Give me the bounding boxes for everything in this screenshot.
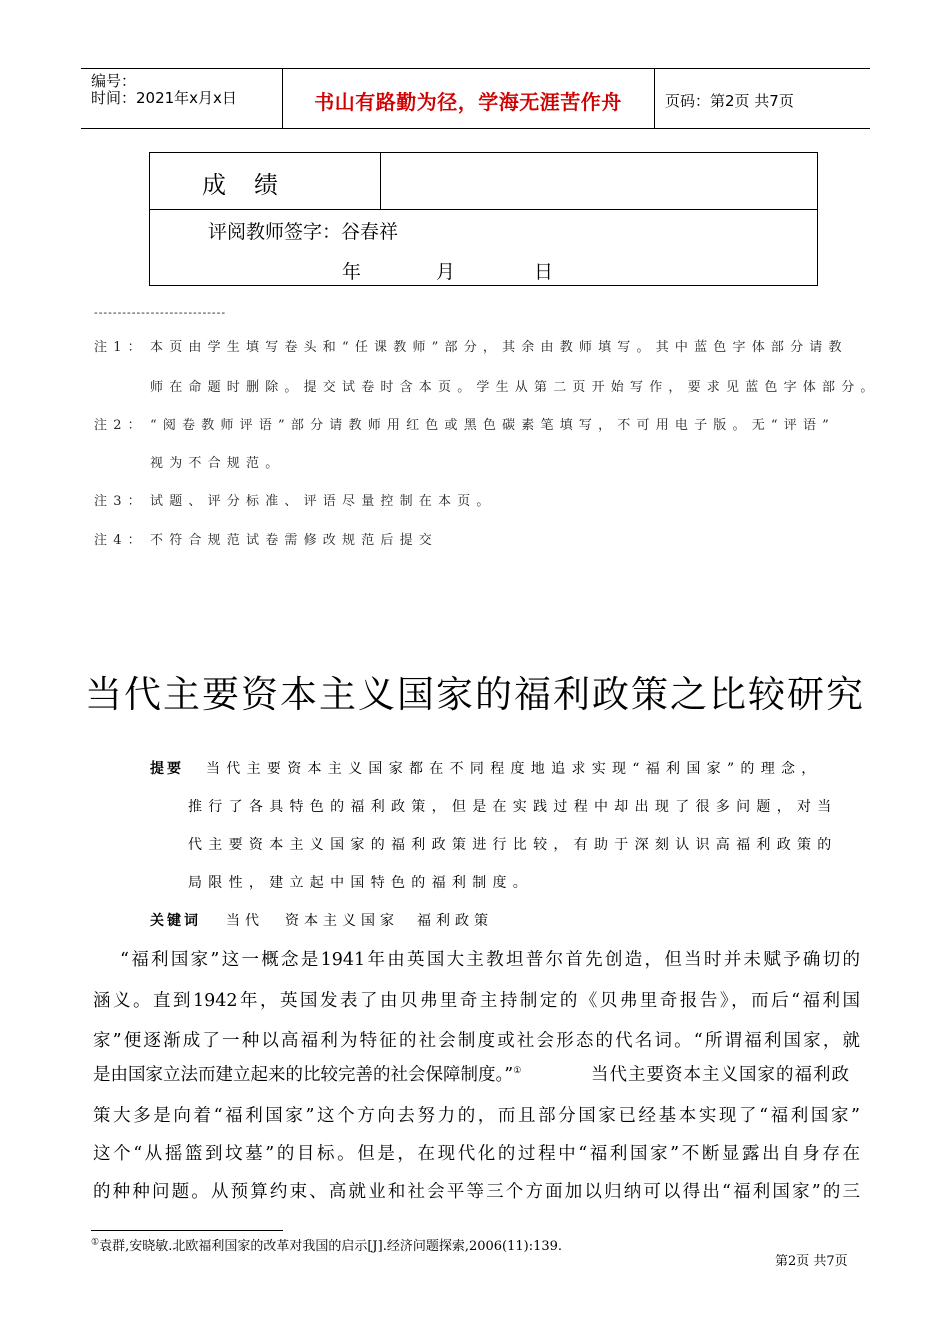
header-top-rule [81,68,870,69]
note-text: 本页由学生填写卷头和“任课教师”部分，其余由教师填写。其中蓝色字体部分请教 [150,340,848,355]
body-line: 策大多是向着“福利国家”这个方向去努力的，而且部分国家已经基本实现了“福利国家” [93,1106,860,1126]
header-divider [654,68,655,129]
header-bottom-rule [81,128,870,129]
body-line: “福利国家”这一概念是1941年由英国大主教坦普尔首先创造，但当时并未赋予确切的 [120,950,860,970]
score-label: 成绩 [202,171,306,199]
page-footer: 第2页 共7页 [775,1254,848,1269]
note-label: 注2： [94,418,147,433]
separator-line: ---------------------------- [94,306,227,319]
header-number-label: 编号： [91,72,137,90]
date-month: 月 [436,261,456,283]
keyword: 福利政策 [417,913,493,929]
keywords-label: 关键词 [150,913,201,929]
table-row-rule [150,209,817,210]
note-text: “阅卷教师评语”部分请教师用红色或黑色碳素笔填写，不可用电子版。无“评语” [150,418,835,433]
abstract-label: 提要 [150,761,184,777]
abstract-line: 当代主要资本主义国家都在不同程度地追求实现“福利国家”的理念， [206,761,822,777]
abstract-line: 局限性，建立起中国特色的福利制度。 [188,875,534,891]
note-label: 注4： [94,533,147,548]
note-label: 注1： [94,340,147,355]
header-page-info: 页码：第2页 共7页 [665,92,794,110]
body-line: 的种种问题。从预算约束、高就业和社会平等三个方面加以归纳可以得出“福利国家”的三 [93,1182,860,1202]
abstract-line: 代主要资本主义国家的福利政策进行比较，有助于深刻认识高福利政策的 [188,837,838,853]
note-text: 不符合规范试卷需修改规范后提交 [150,533,439,548]
table-column-rule [380,153,381,209]
note-text: 试题、评分标准、评语尽量控制在本页。 [150,494,496,509]
date-day: 日 [534,261,554,283]
header-motto: 书山有路勤为径，学海无涯苦作舟 [314,90,622,114]
note-label: 注3： [94,494,147,509]
footnote-text: 袁群,安晓敏.北欧福利国家的改革对我国的启示[J].经济问题探索,2006(11):139. [99,1239,563,1254]
note-text: 师在命题时删除。提交试卷时含本页。学生从第二页开始写作，要求见蓝色字体部分。 [150,380,880,395]
score-table [149,152,818,286]
body-line: 家”便逐渐成了一种以高福利为特征的社会制度或社会形态的代名词。“所谓福利国家，就 [93,1031,860,1051]
footnote-mark: ① [91,1237,100,1248]
note-text: 视为不合规范。 [150,456,285,471]
keyword: 当代 [226,913,264,929]
header-time-label: 时间：2021年x月x日 [91,89,237,107]
citation-mark: ① [513,1066,522,1077]
body-line: 涵义。直到1942年，英国发表了由贝弗里奇主持制定的《贝弗里奇报告》，而后“福利国 [93,991,860,1011]
body-text: 是由国家立法而建立起来的比较完善的社会保障制度。” [93,1065,514,1085]
footnote [91,1235,562,1254]
body-text: 当代主要资本主义国家的福利政 [591,1065,850,1085]
body-line: 这个“从摇篮到坟墓”的目标。但是，在现代化的过程中“福利国家”不断显露出自身存在 [93,1144,860,1164]
paper-title: 当代主要资本主义国家的福利政策之比较研究 [85,673,865,716]
teacher-signature: 评阅教师签字：谷春祥 [208,221,399,243]
footnote-rule [91,1230,283,1231]
date-year: 年 [342,261,362,283]
abstract-line: 推行了各具特色的福利政策，但是在实践过程中却出现了很多问题，对当 [188,799,838,815]
body-line-with-citation [93,1061,521,1086]
keyword: 资本主义国家 [285,913,399,929]
